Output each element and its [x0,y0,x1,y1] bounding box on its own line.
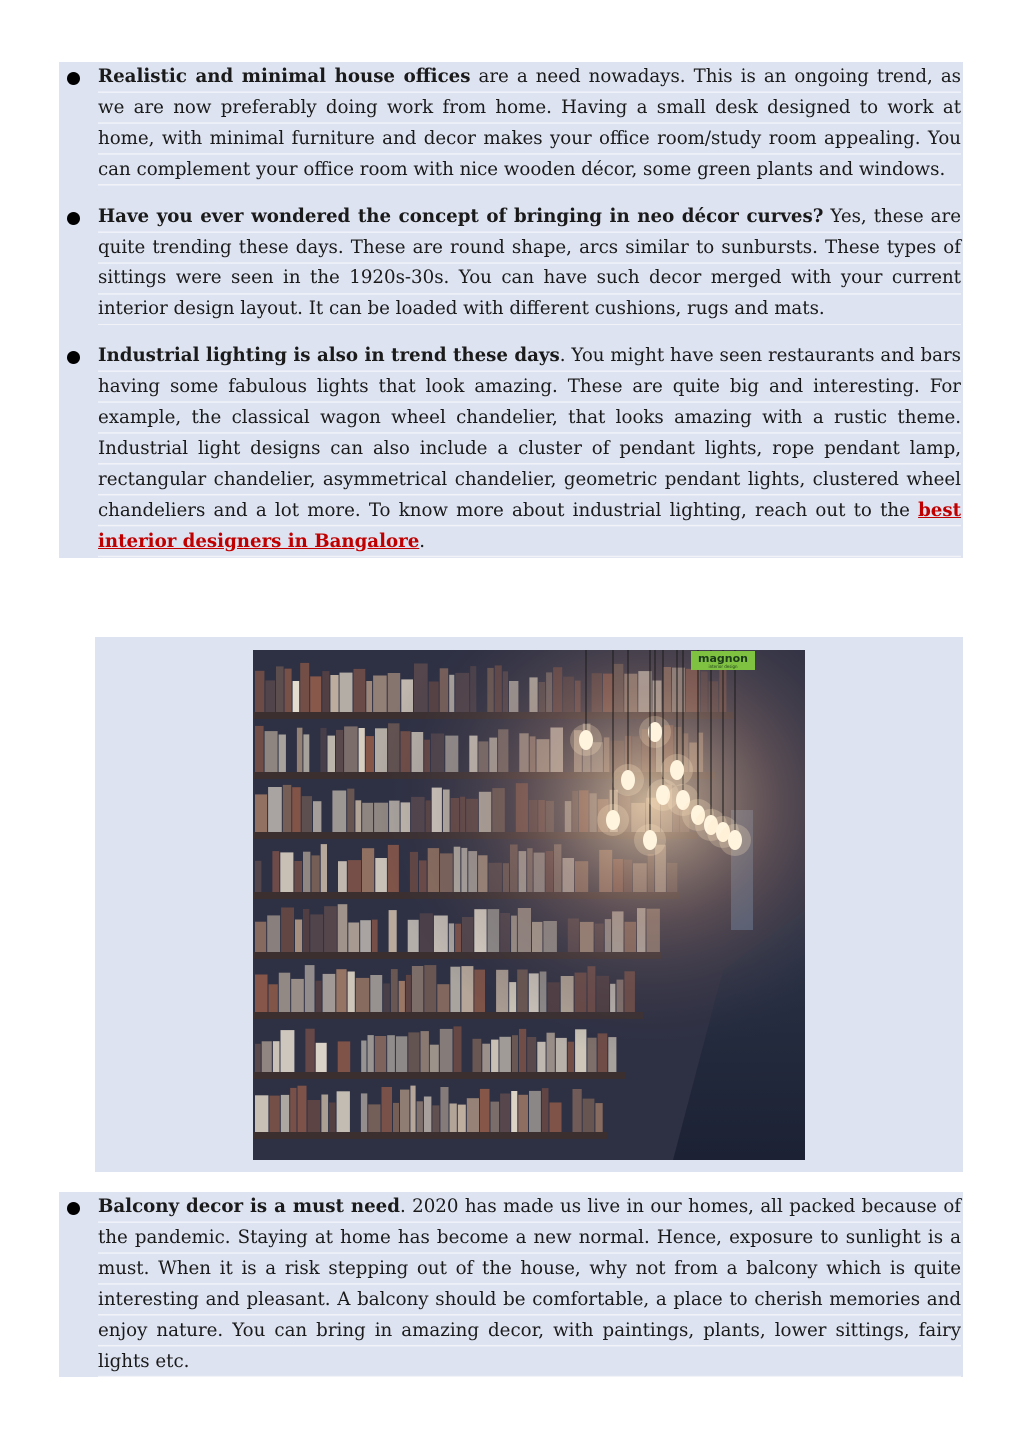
library-photo [253,650,805,1160]
body-text: Yes, these are quite trending these days. These are round shape, arcs similar to sunbursts. These types of sittings were seen in the 1920s-30s. You can have such decor merged with your current interior design layout. It can be loaded with different cushions, rugs and mats. [98,205,961,320]
designers-link[interactable]: best interior designers in Bangalore [98,499,961,552]
paragraph [98,1192,961,1377]
bullet-icon [67,351,80,364]
list-item [59,341,963,557]
list-item [59,1192,963,1377]
body-text: . 2020 has made us live in our homes, all packed because of the pandemic. Staying at home has become a new normal. Hence, exposure to sunlight is a must. When it is a risk stepping out of the house, why not from a balcony which is quite interesting and pleasant. A balcony should be comfortable, a place to cherish memories and enjoy nature. You can bring in amazing decor, with paintings, plants, lower sittings, fairy lights etc. [98,1196,961,1372]
bullet-icon [67,212,80,225]
list-item [59,62,963,186]
paragraph [98,62,961,186]
bookshelf-illustration [253,650,805,1160]
image-block [95,637,963,1172]
body-text-end: . [419,530,426,552]
body-text: are a need nowadays. This is an ongoing trend, as we are now preferably doing work from home. Having a small desk designed to work at home, with minimal furniture and decor makes your office room/study room appealing. You can complement your office room with nice wooden décor, some green plants and windows. [98,66,961,180]
bold-lead: Realistic and minimal house offices [98,66,471,87]
text-block-top [59,62,963,558]
brand-logo: magnon interior design [691,651,755,670]
paragraph [98,202,961,326]
bold-lead: Industrial lighting is also in trend these days [98,345,560,367]
bold-lead: Balcony decor is a must need [98,1196,400,1217]
list-item [59,202,963,326]
bold-lead: Have you ever wondered the concept of bringing in neo décor curves? [98,205,824,227]
bullet-icon [67,1202,80,1215]
paragraph [98,341,961,557]
body-text: . You might have seen restaurants and bars having some fabulous lights that look amazing. These are quite big and interesting. For example, the classical wagon wheel chandelier, that looks amazing with a rustic theme. Industrial light designs can also include a cluster of pendant lights, rope pendant lamp, rectangular chandelier, asymmetrical chandelier, geometric pendant lights, clustered wheel chandeliers and a lot more. To know more about industrial lighting, reach out to the [98,345,962,521]
bullet-icon [67,72,80,85]
text-block-bottom [59,1192,963,1377]
